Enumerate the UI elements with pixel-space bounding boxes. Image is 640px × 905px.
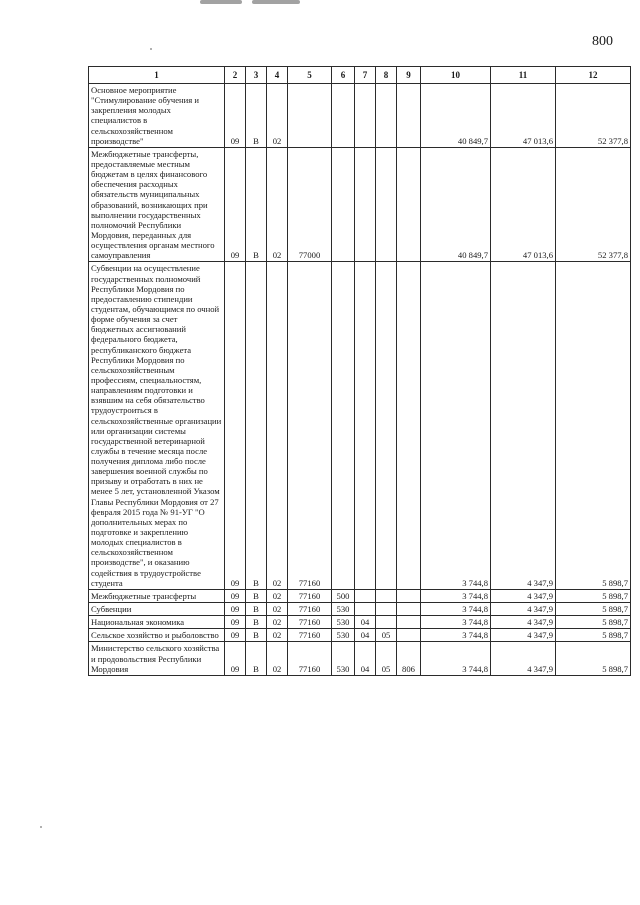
column-header: 4	[267, 67, 288, 84]
cell-c7	[355, 84, 376, 148]
cell-c6	[332, 147, 355, 262]
cell-c10: 3 744,8	[421, 616, 491, 629]
cell-c12: 5 898,7	[556, 642, 631, 675]
cell-c7: 04	[355, 642, 376, 675]
cell-c10: 3 744,8	[421, 262, 491, 590]
cell-c3: В	[246, 616, 267, 629]
column-header: 5	[288, 67, 332, 84]
cell-c7: 04	[355, 629, 376, 642]
cell-c6: 530	[332, 642, 355, 675]
cell-c12: 52 377,8	[556, 84, 631, 148]
row-description: Министерство сельского хозяйства и продовольствия Республики Мордовия	[89, 642, 225, 675]
cell-c2: 09	[225, 84, 246, 148]
column-header: 1	[89, 67, 225, 84]
cell-c11: 4 347,9	[491, 629, 556, 642]
cell-c2: 09	[225, 603, 246, 616]
cell-c6: 530	[332, 629, 355, 642]
row-description: Основное мероприятие "Стимулирование обучения и закрепления молодых специалистов в сельскохозяйственном производстве"	[89, 84, 225, 148]
cell-c11: 4 347,9	[491, 589, 556, 602]
cell-c4: 02	[267, 84, 288, 148]
cell-c7	[355, 603, 376, 616]
cell-c10: 40 849,7	[421, 84, 491, 148]
cell-c8	[376, 262, 397, 590]
row-description: Межбюджетные трансферты, предоставляемые местным бюджетам в целях финансового обеспечения расходных обязательств муниципальных образований, возникающих при выполнении государственных полномочий Республики Мордовия, переданных для осуществления органам местного самоуправления	[89, 147, 225, 262]
cell-c3: В	[246, 642, 267, 675]
cell-c5: 77160	[288, 629, 332, 642]
row-description: Субвенции на осуществление государственных полномочий Республики Мордовия по предоставлению стипендии студентам, обучающимся по очной форме обучения за счет бюджетных ассигнований федерального бюджета, республиканского бюджета Республики Мордовия по сельскохозяйственным профессиям, специальностям, направлениям подготовки и взявшим на себя обязательство трудоустроиться в сельскохозяйственные организации или организации системы государственной ветеринарной службы в течение месяца после получения диплома либо после завершения военной службы по призыву и отработать в них не менее 5 лет, установленной Указом Главы Республики Мордовия от 27 февраля 2015 года № 91-УГ "О дополнительных мерах по подготовке и закреплению молодых специалистов в сельскохозяйственном производстве", и оказанию содействия в трудоустройстве студента	[89, 262, 225, 590]
cell-c2: 09	[225, 589, 246, 602]
table-row	[89, 629, 631, 642]
cell-c3: В	[246, 589, 267, 602]
cell-c2: 09	[225, 642, 246, 675]
cell-c4: 02	[267, 589, 288, 602]
cell-c4: 02	[267, 629, 288, 642]
cell-c10: 3 744,8	[421, 603, 491, 616]
cell-c9	[397, 589, 421, 602]
cell-c10: 3 744,8	[421, 642, 491, 675]
table-row	[89, 589, 631, 602]
column-header: 6	[332, 67, 355, 84]
table-row	[89, 147, 631, 262]
cell-c9	[397, 147, 421, 262]
row-description: Национальная экономика	[89, 616, 225, 629]
table-row	[89, 262, 631, 590]
cell-c9	[397, 603, 421, 616]
header-row	[89, 67, 631, 84]
column-header: 9	[397, 67, 421, 84]
scan-speck	[150, 48, 152, 50]
cell-c3: В	[246, 629, 267, 642]
cell-c8: 05	[376, 642, 397, 675]
cell-c2: 09	[225, 147, 246, 262]
cell-c11: 4 347,9	[491, 616, 556, 629]
cell-c2: 09	[225, 629, 246, 642]
cell-c6: 530	[332, 616, 355, 629]
column-header: 2	[225, 67, 246, 84]
cell-c8	[376, 147, 397, 262]
column-header: 10	[421, 67, 491, 84]
table-row	[89, 642, 631, 675]
cell-c11: 4 347,9	[491, 642, 556, 675]
cell-c12: 5 898,7	[556, 616, 631, 629]
cell-c4: 02	[267, 616, 288, 629]
cell-c10: 3 744,8	[421, 589, 491, 602]
table-row	[89, 616, 631, 629]
cell-c5: 77160	[288, 589, 332, 602]
cell-c5: 77160	[288, 603, 332, 616]
column-header: 12	[556, 67, 631, 84]
cell-c6	[332, 262, 355, 590]
cell-c12: 52 377,8	[556, 147, 631, 262]
cell-c10: 3 744,8	[421, 629, 491, 642]
column-header: 8	[376, 67, 397, 84]
cell-c7	[355, 589, 376, 602]
scan-speck	[40, 826, 42, 828]
cell-c12: 5 898,7	[556, 589, 631, 602]
cell-c6: 530	[332, 603, 355, 616]
row-description: Межбюджетные трансферты	[89, 589, 225, 602]
cell-c5	[288, 84, 332, 148]
column-header: 11	[491, 67, 556, 84]
page-number: 800	[592, 34, 613, 49]
cell-c5: 77160	[288, 616, 332, 629]
cell-c6	[332, 84, 355, 148]
row-description: Субвенции	[89, 603, 225, 616]
cell-c4: 02	[267, 603, 288, 616]
cell-c2: 09	[225, 616, 246, 629]
cell-c8	[376, 603, 397, 616]
cell-c5: 77160	[288, 262, 332, 590]
cell-c5: 77000	[288, 147, 332, 262]
cell-c6: 500	[332, 589, 355, 602]
cell-c9	[397, 629, 421, 642]
cell-c4: 02	[267, 642, 288, 675]
column-header: 3	[246, 67, 267, 84]
cell-c11: 4 347,9	[491, 603, 556, 616]
cell-c11: 47 013,6	[491, 84, 556, 148]
row-description: Сельское хозяйство и рыболовство	[89, 629, 225, 642]
cell-c5: 77160	[288, 642, 332, 675]
cell-c12: 5 898,7	[556, 629, 631, 642]
cell-c11: 47 013,6	[491, 147, 556, 262]
cell-c8	[376, 589, 397, 602]
cell-c9	[397, 616, 421, 629]
column-header: 7	[355, 67, 376, 84]
cell-c4: 02	[267, 262, 288, 590]
budget-table	[88, 66, 631, 676]
cell-c3: В	[246, 84, 267, 148]
cell-c8	[376, 616, 397, 629]
table-row	[89, 84, 631, 148]
cell-c7	[355, 262, 376, 590]
cell-c2: 09	[225, 262, 246, 590]
cell-c4: 02	[267, 147, 288, 262]
scan-mark	[252, 0, 300, 4]
cell-c12: 5 898,7	[556, 603, 631, 616]
cell-c3: В	[246, 603, 267, 616]
cell-c9	[397, 262, 421, 590]
table-row	[89, 603, 631, 616]
cell-c7: 04	[355, 616, 376, 629]
cell-c12: 5 898,7	[556, 262, 631, 590]
cell-c8: 05	[376, 629, 397, 642]
cell-c11: 4 347,9	[491, 262, 556, 590]
cell-c3: В	[246, 262, 267, 590]
cell-c7	[355, 147, 376, 262]
cell-c9: 806	[397, 642, 421, 675]
scan-mark	[200, 0, 242, 4]
cell-c10: 40 849,7	[421, 147, 491, 262]
cell-c8	[376, 84, 397, 148]
cell-c3: В	[246, 147, 267, 262]
cell-c9	[397, 84, 421, 148]
